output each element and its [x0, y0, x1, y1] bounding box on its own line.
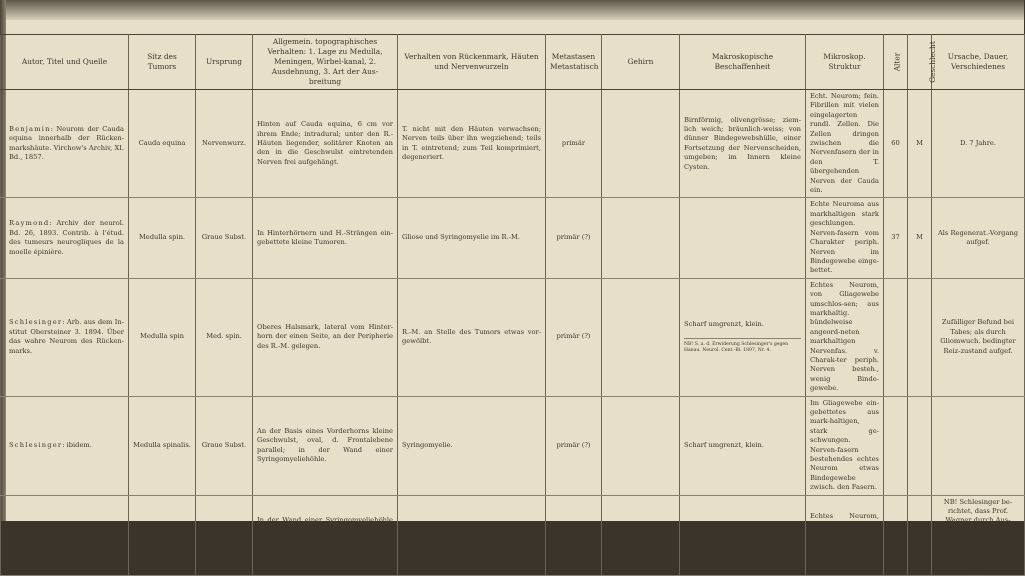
- cell-behavior: Syringomyelie.: [398, 495, 546, 575]
- table-row: [1, 90, 1025, 198]
- cell-brain: [602, 495, 680, 575]
- header-age: [884, 35, 908, 90]
- cell-macro: [680, 278, 806, 396]
- header-sex-label: Geschlecht: [927, 41, 937, 83]
- cell-origin: Graue Subst.: [196, 198, 253, 278]
- header-age-label: Alter: [892, 52, 902, 72]
- cell-origin: Nervenwurz.: [196, 90, 253, 198]
- cell-micro: Echte Neuroma aus markhaltigen stark geschlungen. Nerven-fasern vom Charakter periph. Nerven im Bindegewebe einge-bettet.: [806, 198, 884, 278]
- cell-origin: Graue Subst.: [196, 396, 253, 495]
- cell-age: 37: [884, 198, 908, 278]
- cell-author: [1, 90, 129, 198]
- cell-sex: [908, 396, 932, 495]
- cell-metastases: primär (?): [546, 396, 602, 495]
- table-row: [1, 495, 1025, 575]
- header-metastases: Metastasen Metastatisch: [546, 35, 602, 90]
- cell-site: Medulla spinalis.: [129, 495, 196, 575]
- cell-micro: Echt. Neurom; fein. Fibrillen mit vielen eingelagerten rundl. Zellen. Die Zellen dringen zwischen die Nervenfasern der in den T. übergehenden Nerven der Cauda ein.: [806, 90, 884, 198]
- cell-origin: Graue Subst.: [196, 495, 253, 575]
- cell-origin: Med. spin.: [196, 278, 253, 396]
- cell-macro: [680, 90, 806, 198]
- cell-micro: Im Gliagewebe ein-gebettetes aus mark-haltigen, stark ge-schwungen. Nerven-fasern bestehendes echtes Neurom etwas Bindegewebe zwisch. den Fasern.: [806, 396, 884, 495]
- author-citation: : Neurom der Cauda equina innerhalb der Rücken-markshäute. Virchow's Archiv, XI. Bd., 1857.: [9, 124, 124, 162]
- cell-age: 60: [884, 90, 908, 198]
- cell-author: [1, 278, 129, 396]
- header-author: Autor, Titel und Quelle: [1, 35, 129, 90]
- cell-age: [884, 278, 908, 396]
- cell-brain: [602, 278, 680, 396]
- cell-macro: [680, 198, 806, 278]
- macro-text: Scharf umgrenzt, klein.: [684, 320, 764, 329]
- cell-general: Oberes Halsmark, lateral vom Hinter-horn der einen Seite, an der Peripherie des R.-M. gelegen.: [253, 278, 398, 396]
- author-citation: : Archiv der neurol. Bd. 26, 1893. Contrib. à l'étud. des tumeurs neurogliques de la moelle épinière.: [9, 219, 124, 256]
- cell-sex: [908, 278, 932, 396]
- cell-brain: [602, 396, 680, 495]
- cell-metastases: primär (?): [546, 278, 602, 396]
- header-brain: Gehirn: [602, 35, 680, 90]
- cell-site: Cauda equina: [129, 90, 196, 198]
- header-macro: Makroskopische Beschaffenheit: [680, 35, 806, 90]
- cell-cause: Als Regenerat.-Vorgang aufgef.: [932, 198, 1025, 278]
- cell-brain: [602, 90, 680, 198]
- header-behavior: Verhalten von Rückenmark, Häuten und Nervenwurzeln: [398, 35, 546, 90]
- table-row: [1, 198, 1025, 278]
- cell-general: Hinten auf Cauda equina, 6 cm vor ihrem Ende; intradural; unter den R.-Häuten liegender, solitärer Knoten an den in die Geschwulst eintretenden Nerven frei aufgehängt.: [253, 90, 398, 198]
- cell-cause: Zufälliger Befund bei Tabes; als durch Gliomwuch. bedingter Reiz-zustand aufgef.: [932, 278, 1025, 396]
- cell-sex: M: [908, 90, 932, 198]
- header-cause: Ursache, Dauer, Verschiedenes: [932, 35, 1025, 90]
- cell-behavior: Syringomyelie.: [398, 396, 546, 495]
- cell-site: Medulla spin: [129, 278, 196, 396]
- cell-cause: NB! Schlesinger be-richtet, dass Prof. Wagner durch Aus-reissen von vord. Spinalwurzeln Neu-rome bei Katzen er-zeugte. (Stumpfneu-rome!): [932, 495, 1025, 575]
- cell-general: An der Basis eines Vorderhorns kleine Geschwulst, oval, d. Frontalebene parallel; in der Wand einer Syringomyeliehöhle.: [253, 396, 398, 495]
- author-citation: : Arb. aus dem In-stitut Obersteiner 3. 1894. Über das wahre Neurom des Rücken-marks.: [9, 318, 124, 355]
- cell-site: Medulla spinalis.: [129, 396, 196, 495]
- cell-behavior: R.-M. an Stelle des Tumors etwas vor-gewölbt.: [398, 278, 546, 396]
- cell-site: Medulla spin.: [129, 198, 196, 278]
- cell-behavior: Gliose und Syringomyelie im R.-M.: [398, 198, 546, 278]
- cell-behavior: T. nicht mit den Häuten verwachsen; Nerven teils über ihn wegziehend; teils in T. eintretend; zum Teil komprimiert, degeneriert.: [398, 90, 546, 198]
- cell-metastases: primär: [546, 90, 602, 198]
- cell-micro: Echtes Neurom, von Gliagewebe umschlos-sen; aus markhaltig. bündelweise angeord-neten markhaltigen Nervenfas. v. Charak-ter periph. Nerven besteh., wenig Binde-gewebe.: [806, 278, 884, 396]
- author-name: Schlesinger: [9, 440, 63, 449]
- cell-age: [884, 495, 908, 575]
- cell-age: [884, 396, 908, 495]
- page-top-shadow: [0, 0, 1024, 20]
- macro-text: Scharf umgrenzt, klein.: [684, 440, 764, 449]
- macro-note: NB! S. a. d. Erwiderung Schlesinger's gegen Hanau. Neurol. Cent.-Bl. 1897, Nr. 4.: [684, 338, 801, 354]
- header-origin: Ursprung: [196, 35, 253, 90]
- author-name: Raymond: [9, 219, 50, 228]
- tumor-case-table: [0, 34, 1025, 576]
- cell-general: In der Wand einer Syringomyeliehöhle scharf umschriebener ovaler Tumor, der Längsachse des Hinterhorns entsprechend, im Hinterhorn gelegen.: [253, 495, 398, 575]
- cell-metastases: primär (?): [546, 198, 602, 278]
- cell-macro: [680, 495, 806, 575]
- cell-brain: [602, 198, 680, 278]
- macro-text: Scharf umgrenzt, klein.: [684, 530, 764, 539]
- cell-macro: [680, 396, 806, 495]
- author-citation: : ibidem.: [62, 440, 92, 449]
- header-sex: [908, 35, 937, 90]
- table-row: [1, 278, 1025, 396]
- table-row: [1, 396, 1025, 495]
- author-name: Benjamin: [9, 124, 51, 133]
- cell-cause: D. 7 Jahre.: [932, 90, 1025, 198]
- header-site: Sitz des Tumors: [129, 35, 196, 90]
- header-general: Allgemein. topographisches Verhalten: 1. Lage zu Medulla, Meningen, Wirbel-kanal, 2. Ausdehnung, 3. Art der Aus-breitung: [253, 35, 398, 90]
- header-micro: Mikroskop. Struktur: [806, 35, 884, 90]
- cell-sex: [908, 495, 932, 575]
- cell-author: [1, 495, 129, 575]
- cell-sex: M: [908, 198, 932, 278]
- author-name: Schlesinger: [9, 530, 63, 539]
- cell-metastases: primär (?): [546, 495, 602, 575]
- cell-general: In Hinterhörnern und H.-Strängen ein-gebettete kleine Tumoren.: [253, 198, 398, 278]
- cell-author: [1, 396, 129, 495]
- author-name: Schlesinger: [9, 318, 63, 327]
- cell-micro: Echtes Neurom, Filz feiner u. feinster markhaltiger Nerven-fasern.: [806, 495, 884, 575]
- header-row: [1, 35, 1025, 90]
- cell-author: [1, 198, 129, 278]
- cell-cause: [932, 396, 1025, 495]
- author-citation: : ibidem.: [62, 530, 92, 539]
- macro-text: Birnförmig, olivengrösse; ziem-lich weich; bräunlich-weiss; von dünner Bindegewebshülle, einer Fortsetzung der Nervenscheiden, umgeben; im Innern kleine Cysten.: [684, 115, 801, 171]
